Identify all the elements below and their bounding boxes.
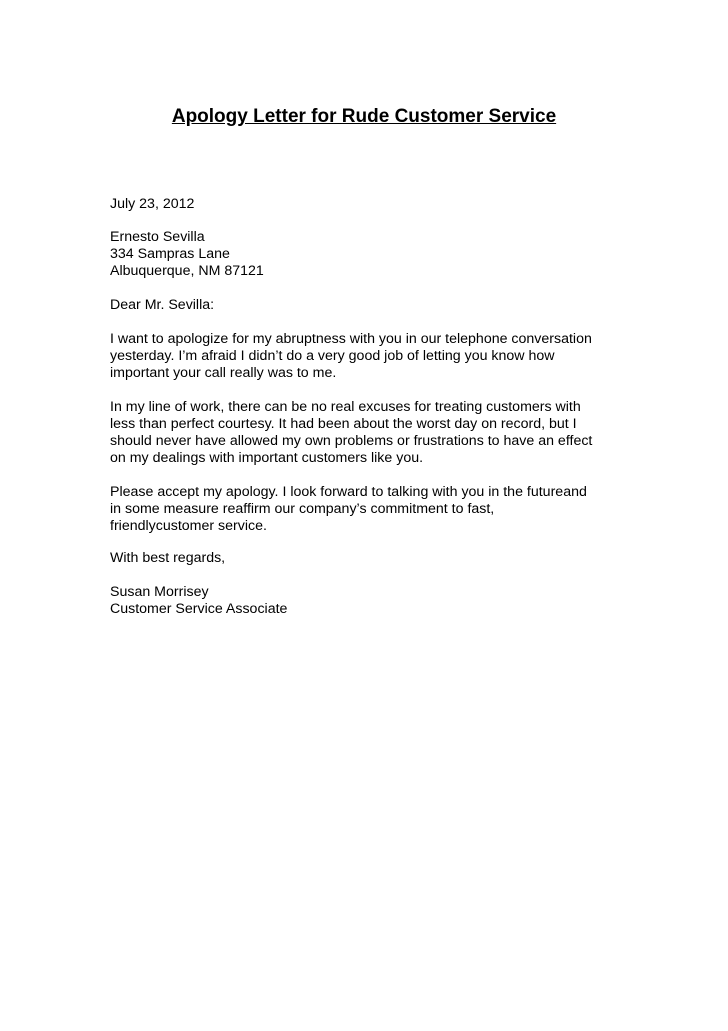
recipient-name: Ernesto Sevilla	[110, 229, 205, 245]
paragraph-line: I want to apologize for my abruptness with you in our telephone conversation	[110, 331, 592, 347]
signature-position: Customer Service Associate	[110, 601, 288, 617]
paragraph-line: on my dealings with important customers like you.	[110, 450, 424, 466]
recipient-street: 334 Sampras Lane	[110, 246, 230, 262]
paragraph-line: In my line of work, there can be no real excuses for treating customers with	[110, 399, 581, 415]
letter-title: Apology Letter for Rude Customer Service	[171, 106, 557, 127]
signature-block	[110, 584, 650, 618]
salutation: Dear Mr. Sevilla:	[110, 297, 215, 313]
paragraph-line: friendlycustomer service.	[110, 518, 267, 534]
paragraph-line: important your call really was to me.	[110, 365, 337, 381]
paragraph-2	[110, 399, 650, 467]
paragraph-1	[110, 331, 650, 382]
recipient-city: Albuquerque, NM 87121	[110, 263, 264, 279]
letter-date: July 23, 2012	[110, 196, 195, 212]
paragraph-line: Please accept my apology. I look forward to talking with you in the futureand	[110, 484, 587, 500]
paragraph-line: less than perfect courtesy. It had been about the worst day on record, but I	[110, 416, 577, 432]
signature-name: Susan Morrisey	[110, 584, 209, 600]
recipient-address	[110, 229, 650, 280]
closing: With best regards,	[110, 550, 226, 566]
paragraph-line: should never have allowed my own problems or frustrations to have an effect	[110, 433, 593, 449]
paragraph-line: yesterday. I’m afraid I didn’t do a very good job of letting you know how	[110, 348, 555, 364]
paragraph-line: in some measure reaffirm our company’s commitment to fast,	[110, 501, 495, 517]
paragraph-3	[110, 484, 650, 535]
